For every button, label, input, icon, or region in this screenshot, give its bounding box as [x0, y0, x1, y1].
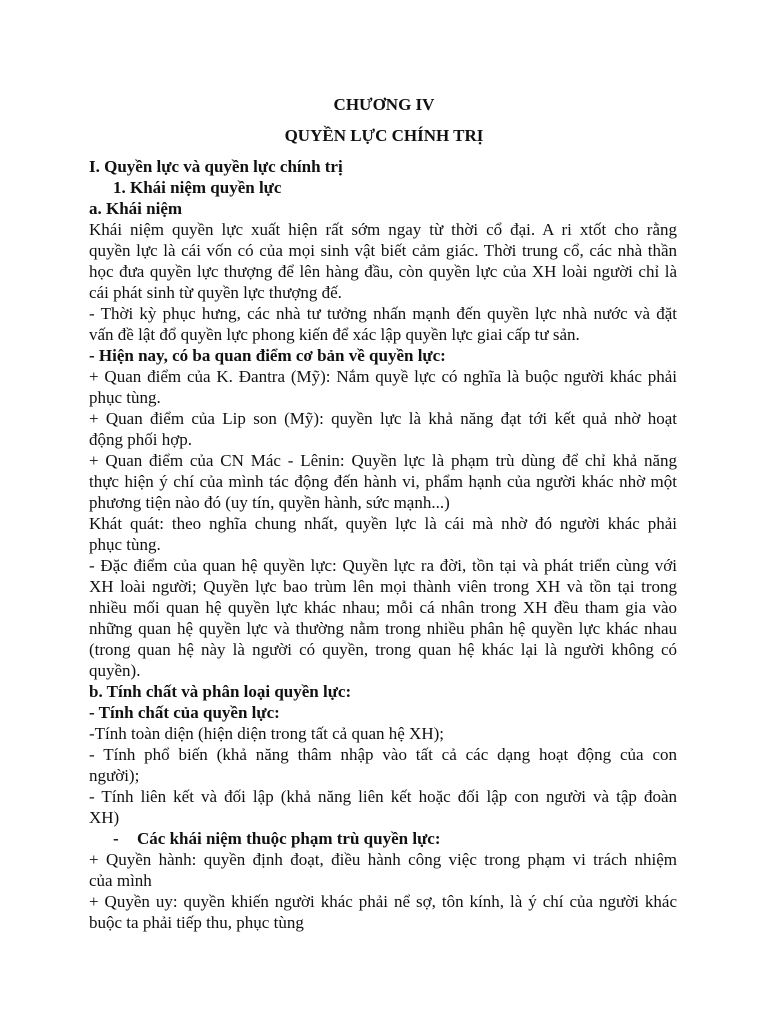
subsection-heading: - Hiện nay, có ba quan điểm cơ bản về quyền lực: [89, 346, 446, 365]
paragraph-line: người); [89, 766, 140, 785]
paragraph-line: quyền). [89, 661, 141, 680]
chapter-heading: CHƯƠNG IV [333, 95, 435, 114]
paragraph-line: những quan hệ quyền lực và thường nằm trong nhiều phân hệ quyền lực khác nhau [89, 619, 677, 638]
paragraph-line: + Quan điểm của CN Mác - Lênin: Quyền lực là phạm trù dùng để chỉ khả năng [89, 451, 677, 470]
paragraph-line: vấn đề lật đổ quyền lực phong kiến để xác lập quyền lực giai cấp tư sản. [89, 325, 580, 344]
paragraph-line: phục tùng. [89, 535, 161, 554]
paragraph-line: + Quan điểm của K. Đantra (Mỹ): Nắm quyề lực có nghĩa là buộc người khác phải [89, 367, 677, 386]
paragraph-line: + Quyền hành: quyền định đoạt, điều hành công việc trong phạm vi trách nhiệm [89, 850, 677, 869]
paragraph-line: Khái niệm quyền lực xuất hiện rất sớm ngay từ thời cổ đại. A ri xtốt cho rằng [89, 220, 677, 239]
paragraph-line: động phối hợp. [89, 430, 192, 449]
paragraph-line: - Đặc điểm của quan hệ quyền lực: Quyền lực ra đời, tồn tại và phát triển cùng với [89, 556, 677, 575]
paragraph-line: của mình [89, 871, 152, 890]
paragraph-line: - Tính phổ biến (khả năng thâm nhập vào tất cả các dạng hoạt động của con [89, 745, 677, 764]
paragraph-line: nhiều mối quan hệ quyền lực khác nhau; mỗi cá nhân trong XH đều tham gia vào [89, 598, 677, 617]
bullet-dash: - [113, 829, 119, 848]
subsection-heading: a. Khái niệm [89, 199, 183, 218]
paragraph-line: XH loài người; Quyền lực bao trùm lên mọi thành viên trong XH và tồn tại trong [89, 577, 677, 596]
subsection-heading: Các khái niệm thuộc phạm trù quyền lực: [137, 829, 441, 848]
paragraph-line: + Quyền uy: quyền khiến người khác phải nể sợ, tôn kính, là ý chí của người khác [89, 892, 677, 911]
subsection-heading: b. Tính chất và phân loại quyền lực: [89, 682, 352, 701]
paragraph-line: buộc ta phải tiếp thu, phục tùng [89, 913, 304, 932]
paragraph-line: (trong quan hệ này là người có quyền, trong quan hệ khác lại là người không có [89, 640, 677, 659]
paragraph-line: phục tùng. [89, 388, 161, 407]
section-heading: I. Quyền lực và quyền lực chính trị [89, 157, 343, 176]
paragraph-line: - Thời kỳ phục hưng, các nhà tư tưởng nhấn mạnh đến quyền lực nhà nước và đặt [89, 304, 677, 323]
paragraph-line: quyền lực là cái vốn có của mọi sinh vật biết cảm giác. Thời trung cổ, các nhà thần [89, 241, 677, 260]
paragraph-line: -Tính toàn diện (hiện diện trong tất cả quan hệ XH); [89, 724, 444, 743]
paragraph-line: + Quan điểm của Lip son (Mỹ): quyền lực là khả năng đạt tới kết quả nhờ hoạt [89, 409, 677, 428]
paragraph-line: thực hiện ý chí của mình tác động đến hành vi, phẩm hạnh của người khác nhờ một [89, 472, 677, 491]
paragraph-line: cái phát sinh từ quyền lực thượng đế. [89, 283, 342, 302]
paragraph-line: Khát quát: theo nghĩa chung nhất, quyền lực là cái mà nhờ đó người khác phải [89, 514, 677, 533]
chapter-title: QUYỀN LỰC CHÍNH TRỊ [284, 126, 484, 145]
paragraph-line: học đưa quyền lực thượng để lên hàng đầu, còn quyền lực của XH loài người chỉ là [89, 262, 677, 281]
subsection-heading: - Tính chất của quyền lực: [89, 703, 280, 722]
paragraph-line: XH) [89, 808, 120, 827]
subsection-heading: 1. Khái niệm quyền lực [113, 178, 282, 197]
paragraph-line: phương tiện nào đó (uy tín, quyền hành, sức mạnh...) [89, 493, 450, 512]
paragraph-line: - Tính liên kết và đối lập (khả năng liên kết hoặc đối lập con người và tập đoàn [89, 787, 677, 806]
